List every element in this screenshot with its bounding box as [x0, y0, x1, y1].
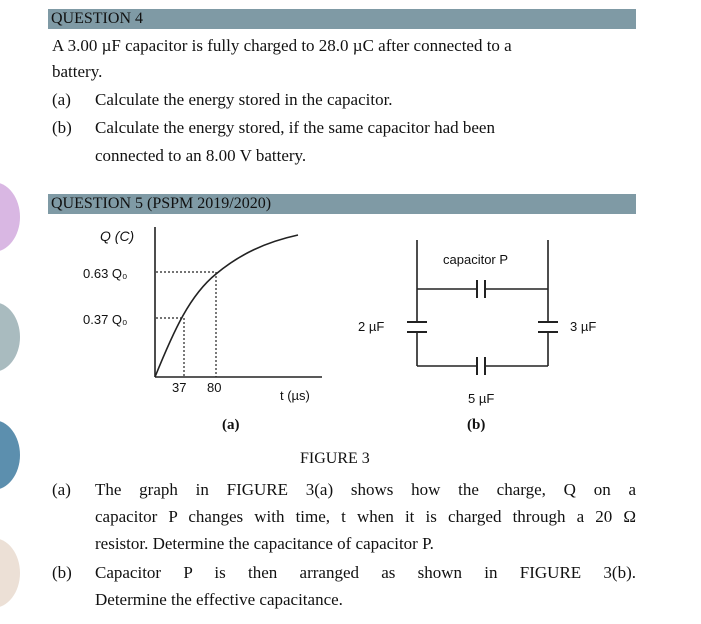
q4-part-b-label: (b) [52, 118, 72, 137]
q5-part-a-line-1: The graph in FIGURE 3(a) shows how the charge, Q on a [95, 480, 636, 499]
q4-part-a-text: Calculate the energy stored in the capacitor. [95, 90, 393, 109]
graph-y-tick-063: 0.63 Q₀ [83, 266, 128, 281]
q5-part-a-line-3: resistor. Determine the capacitance of capacitor P. [95, 534, 434, 553]
charging-curve [155, 235, 298, 377]
capacitor-5uf-label: 5 µF [468, 391, 495, 406]
q4-part-b-text-2: connected to an 8.00 V battery. [95, 146, 307, 165]
q5-part-b-line-1: Capacitor P is then arranged as shown in FIGURE 3(b). [95, 563, 636, 582]
question-5-title: QUESTION 5 (PSPM 2019/2020) [51, 195, 272, 212]
q5-part-a-line-2: capacitor P changes with time, t when it is charged through a 20 Ω [95, 507, 636, 526]
graph-x-tick-37: 37 [172, 380, 187, 395]
q4-part-b-text-1: Calculate the energy stored, if the same capacitor had been [95, 118, 495, 137]
q5-part-a-label: (a) [52, 480, 71, 499]
graph-y-axis-label: Q (C) [100, 228, 135, 244]
q5-part-b-line-2: Determine the effective capacitance. [95, 590, 343, 609]
figure-3a-caption: (a) [222, 417, 240, 433]
q4-intro-line-1: A 3.00 µF capacitor is fully charged to 28.0 µC after connected to a [52, 36, 512, 55]
q4-part-a-label: (a) [52, 90, 71, 109]
capacitor-p-label: capacitor P [443, 252, 509, 267]
q5-part-b-label: (b) [52, 563, 72, 582]
graph-x-tick-80: 80 [207, 380, 222, 395]
figure-3b-caption: (b) [467, 417, 486, 433]
capacitor-symbols [407, 280, 558, 375]
figure-3-title: FIGURE 3 [300, 450, 370, 467]
graph-y-tick-037: 0.37 Q₀ [83, 312, 128, 327]
q4-intro-line-2: battery. [52, 62, 103, 81]
capacitor-2uf-label: 2 µF [358, 319, 385, 334]
question-4-title: QUESTION 4 [51, 10, 143, 27]
graph-x-axis-label: t (µs) [280, 388, 310, 403]
capacitor-3uf-label: 3 µF [570, 319, 597, 334]
